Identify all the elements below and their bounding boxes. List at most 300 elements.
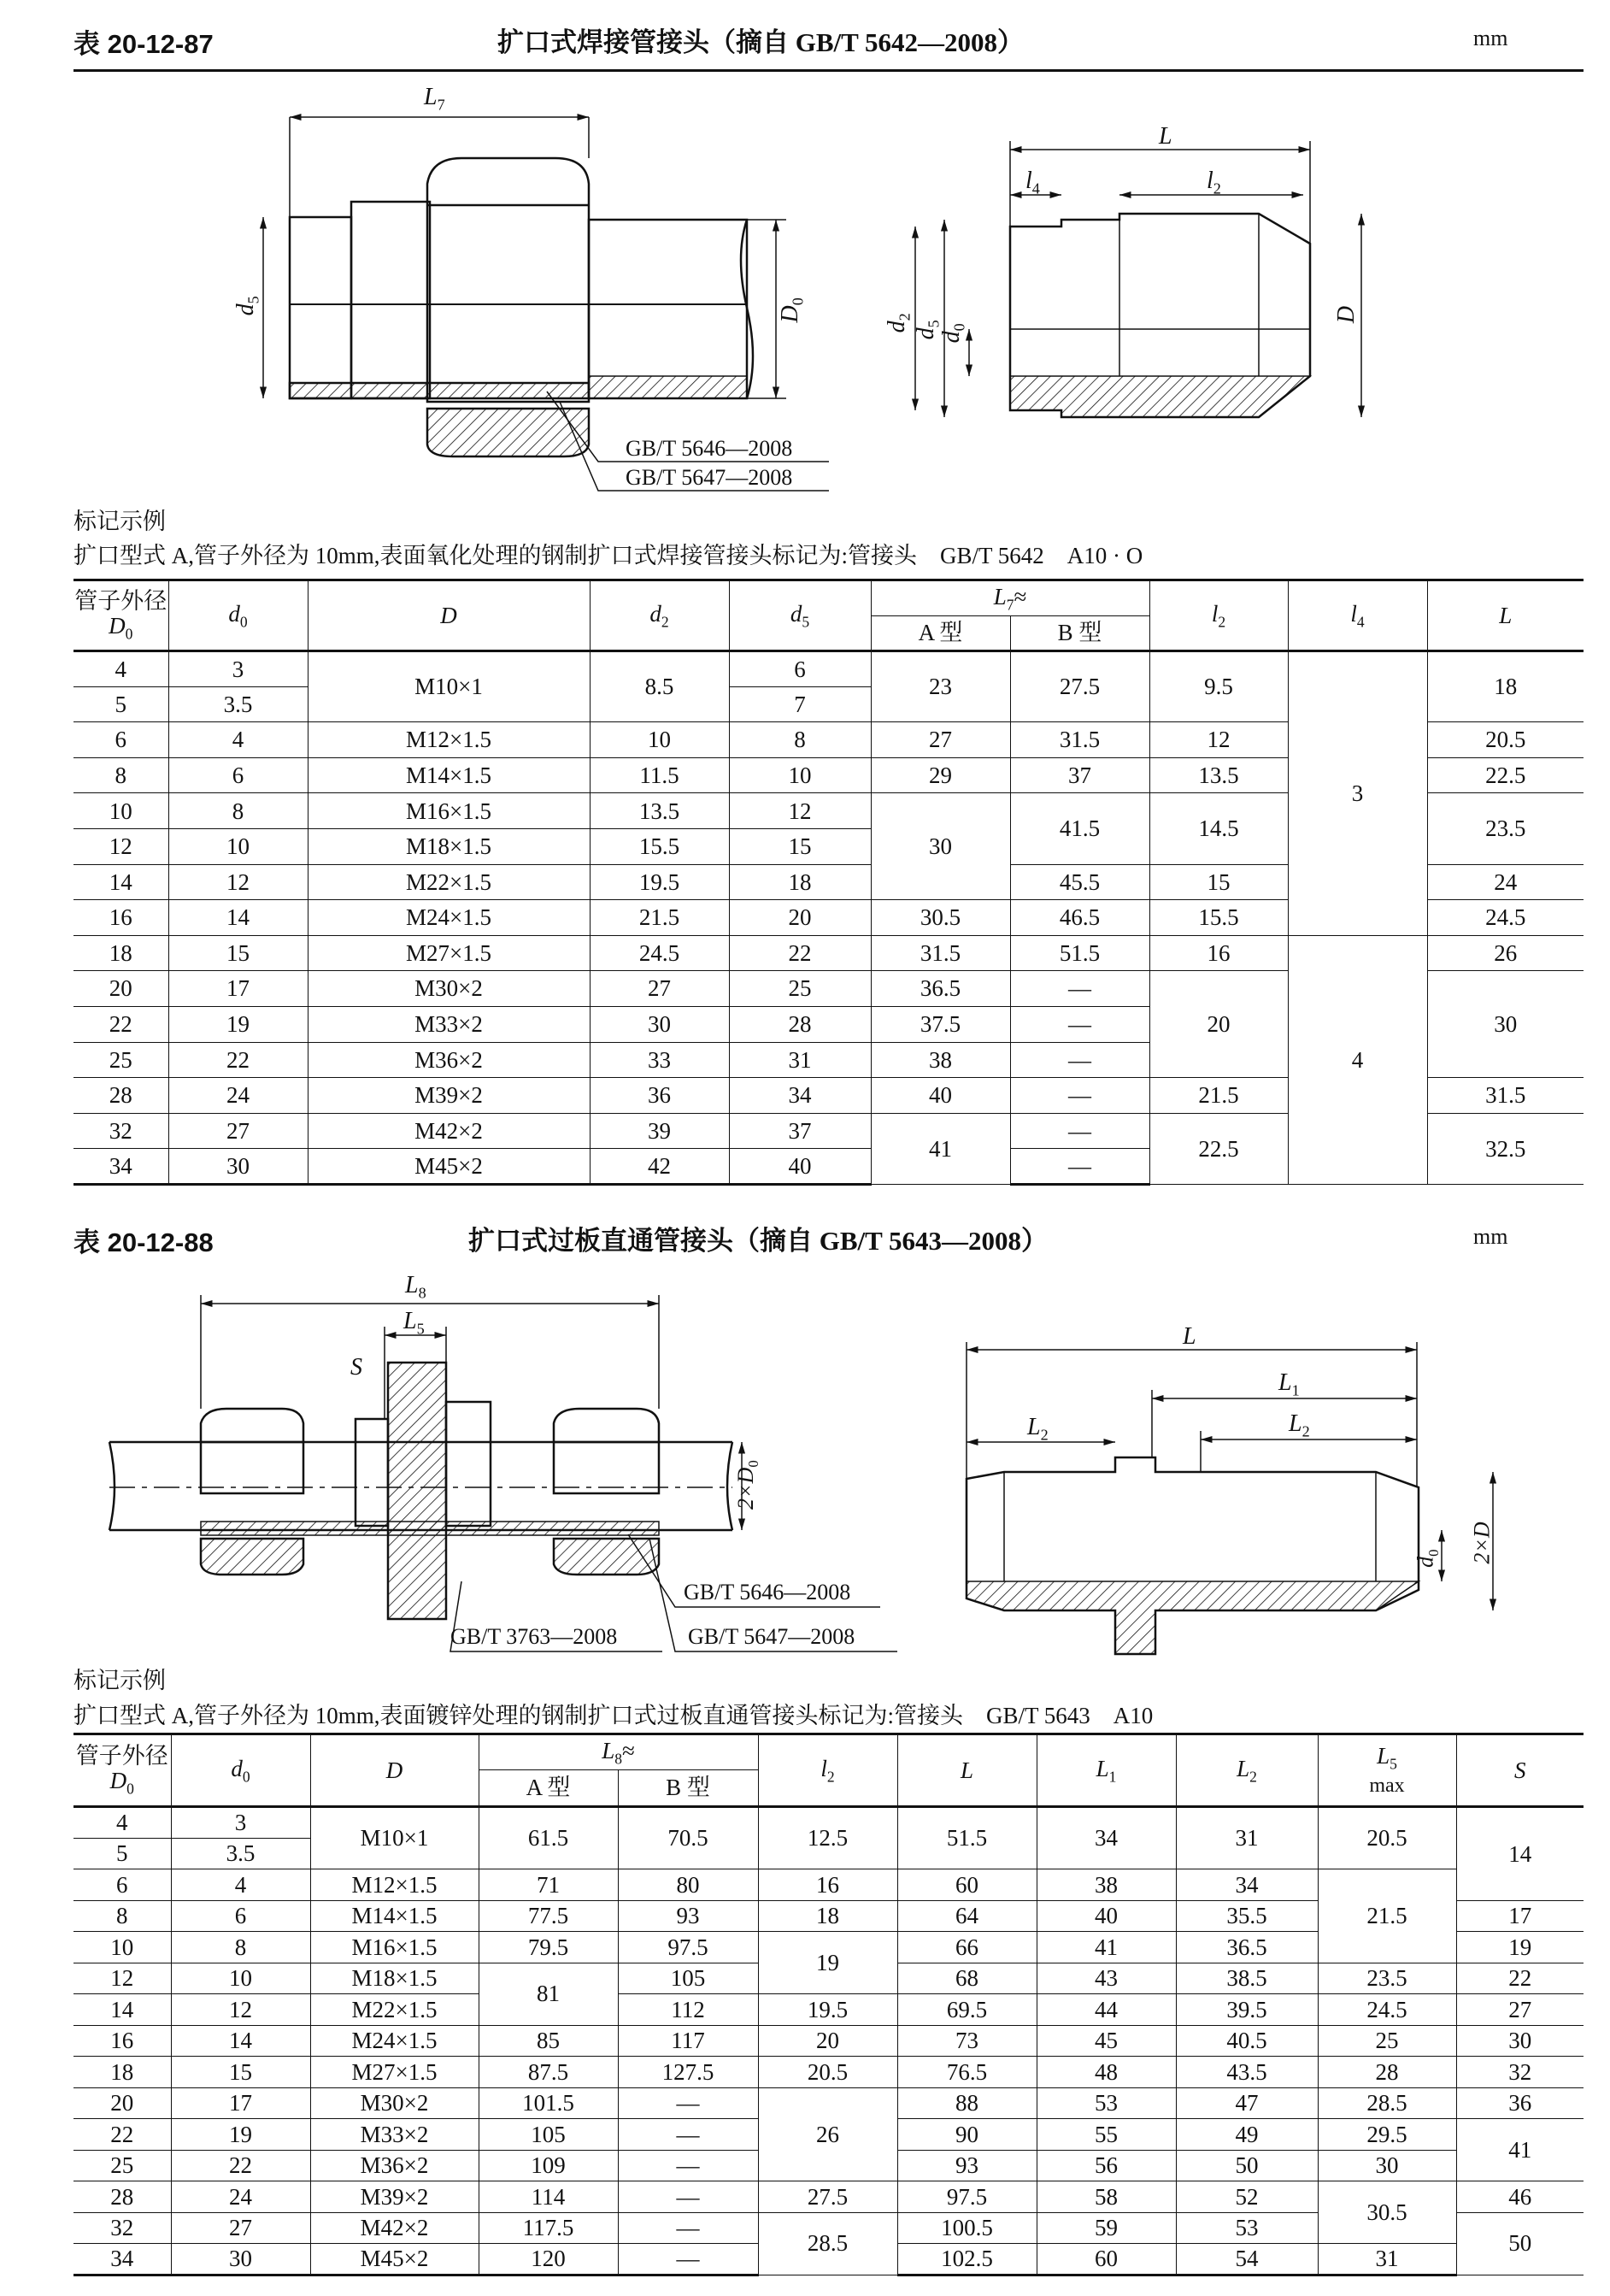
table-cell: 24.5: [590, 935, 729, 971]
label-sub: 2: [896, 313, 914, 321]
dim-label-d5: [232, 296, 263, 315]
table-cell: 25: [1318, 2025, 1456, 2057]
table-cell: 28: [73, 1078, 168, 1114]
table-row: [73, 2025, 1584, 2057]
table-cell: —: [1010, 1006, 1149, 1042]
table-cell: 51.5: [1010, 935, 1149, 971]
table-cell: 8: [729, 722, 871, 758]
table-cell: 88: [897, 2087, 1037, 2119]
table-cell: 27: [171, 2212, 310, 2244]
table-cell: 31.5: [871, 935, 1010, 971]
table-cell: 48: [1037, 2057, 1176, 2088]
dim-label-L: L: [1183, 1323, 1196, 1350]
standard-label: GB/T 5646—2008: [626, 436, 793, 461]
table-cell: 32: [73, 2212, 171, 2244]
table-cell: 77.5: [479, 1900, 618, 1932]
header-L5: [1318, 1734, 1456, 1807]
table-cell: M12×1.5: [310, 1869, 479, 1901]
table-cell: 24: [171, 2181, 310, 2213]
label-base: L: [424, 84, 438, 110]
table-cell: 80: [618, 1869, 758, 1901]
table-cell: 22: [73, 1006, 168, 1042]
table-cell: M36×2: [308, 1042, 590, 1078]
header-symbol: L: [602, 1737, 615, 1763]
table-cell: 22: [73, 2119, 171, 2151]
table-cell: —: [618, 2244, 758, 2275]
table-row: [73, 935, 1584, 971]
table-cell: M30×2: [308, 971, 590, 1007]
header-symbol: L: [1096, 1755, 1109, 1781]
table-cell: 40: [729, 1149, 871, 1185]
dim-label-L5: [403, 1308, 425, 1339]
table-cell: 20.5: [1427, 722, 1584, 758]
header-sub: 8: [614, 1749, 622, 1767]
example-text: 扩口型式 A,管子外径为 10mm,表面镀锌处理的钢制扩口式过板直通管接头标记为:管接头 GB/T 5643 A10: [73, 1703, 1154, 1728]
table-cell: 24.5: [1427, 900, 1584, 936]
table-cell: 12: [729, 793, 871, 829]
table-cell: 40.5: [1176, 2025, 1318, 2057]
label-base: L: [405, 1272, 419, 1298]
table-cell: 38.5: [1176, 1963, 1318, 1994]
table-cell: 6: [729, 651, 871, 687]
table-cell: 38: [1037, 1869, 1176, 1901]
standard-label: GB/T 3763—2008: [450, 1624, 618, 1649]
table-cell: 22.5: [1427, 757, 1584, 793]
table-cell: 58: [1037, 2181, 1176, 2213]
header-symbol: l: [820, 1755, 827, 1781]
header-sub: 5: [802, 612, 810, 630]
table-cell: 18: [73, 935, 168, 971]
label-sub: 2: [1213, 180, 1221, 197]
table-cell: 22: [1456, 1963, 1584, 1994]
table-row: [73, 1994, 1584, 2026]
table-cell: 28.5: [758, 2212, 897, 2275]
table-row: [73, 2181, 1584, 2213]
dim-label-2xD: 2×D: [1469, 1522, 1495, 1564]
table-cell: 41: [1456, 2119, 1584, 2181]
table-cell: M39×2: [308, 1078, 590, 1114]
table-cell: 56: [1037, 2150, 1176, 2181]
header-sub: 2: [826, 1767, 835, 1785]
table-cell: 46: [1456, 2181, 1584, 2213]
table-cell: 90: [897, 2119, 1037, 2151]
table-cell: 61.5: [479, 1807, 618, 1869]
table-cell: 66: [897, 1932, 1037, 1963]
dim-label-l2: [1207, 168, 1221, 198]
table-cell: 51.5: [897, 1807, 1037, 1869]
label-base: d: [883, 321, 910, 333]
table-cell: M10×1: [310, 1807, 479, 1869]
table-cell: 37.5: [871, 1006, 1010, 1042]
table-cell: 19: [171, 2119, 310, 2151]
header-l2: [758, 1734, 897, 1807]
table-cell: 53: [1037, 2087, 1176, 2119]
table-cell: —: [618, 2150, 758, 2181]
table-cell: 3: [171, 1807, 310, 1839]
header-suffix: ≈: [1014, 583, 1027, 609]
header-sub: 0: [239, 612, 248, 630]
table-cell: 16: [73, 900, 168, 936]
header-sub: 4: [1356, 612, 1365, 630]
label-sub: 5: [925, 320, 943, 328]
label-sub: 1: [1291, 1381, 1300, 1399]
table-cell: 10: [73, 793, 168, 829]
label-sub: 0: [950, 323, 968, 332]
table-cell: 14: [73, 1994, 171, 2026]
header-sub: 2: [1218, 612, 1226, 630]
table-cell: 105: [479, 2119, 618, 2151]
table-cell: 12: [171, 1994, 310, 2026]
dim-label-L2: [1289, 1410, 1310, 1441]
header-symbol: l: [1350, 600, 1357, 627]
header-d0: [168, 580, 308, 651]
table-cell: 20.5: [1318, 1807, 1456, 1869]
table-cell: 8: [73, 1900, 171, 1932]
example-heading: 标记示例: [73, 1668, 166, 1693]
table-cell: 12: [168, 864, 308, 900]
table-cell: 70.5: [618, 1807, 758, 1869]
table-cell: 33: [590, 1042, 729, 1078]
straight-body-drawing: [967, 1342, 1493, 1654]
header-outer-diameter: [73, 1734, 171, 1807]
table-title: 扩口式焊接管接头（摘自 GB/T 5642—2008）: [497, 27, 1025, 57]
table-cell: 30: [171, 2244, 310, 2275]
label-sub: 0: [744, 1460, 761, 1468]
table-cell: 36.5: [1176, 1932, 1318, 1963]
table-cell: 19.5: [758, 1994, 897, 2026]
table-cell: 31: [1176, 1807, 1318, 1869]
header-sub: 0: [125, 625, 133, 643]
table-cell: 42: [590, 1149, 729, 1185]
table-body: [73, 651, 1584, 1185]
table-cell: 8.5: [590, 651, 729, 722]
dim-label-L7: [424, 84, 445, 115]
table-cell: 27.5: [1010, 651, 1149, 722]
dim-label-L8: [405, 1272, 426, 1303]
table-cell: 20: [73, 971, 168, 1007]
table-cell: 30.5: [871, 900, 1010, 936]
table-cell: 54: [1176, 2244, 1318, 2275]
header-symbol: d: [790, 600, 802, 627]
table-cell: 3: [1288, 651, 1427, 936]
dim-label-L1: [1278, 1369, 1300, 1400]
table-cell: 31: [1318, 2244, 1456, 2275]
header-sub: 0: [126, 1780, 134, 1798]
table-cell: 9.5: [1149, 651, 1288, 722]
table-cell: 13.5: [590, 793, 729, 829]
table-cell: M18×1.5: [310, 1963, 479, 1994]
table-cell: M18×1.5: [308, 828, 590, 864]
table-cell: 6: [73, 1869, 171, 1901]
table-row: [73, 2057, 1584, 2088]
table-cell: 15.5: [1149, 900, 1288, 936]
header-l4: [1288, 580, 1427, 651]
table-cell: 4: [1288, 935, 1427, 1184]
table-cell: 17: [171, 2087, 310, 2119]
table-cell: 18: [758, 1900, 897, 1932]
header-l2: [1149, 580, 1288, 651]
table-cell: 15: [1149, 864, 1288, 900]
table-cell: 30: [590, 1006, 729, 1042]
table-cell: 34: [73, 2244, 171, 2275]
table-cell: 21.5: [1149, 1078, 1288, 1114]
table-cell: 34: [73, 1149, 168, 1185]
table-cell: 3.5: [171, 1838, 310, 1869]
dim-label-L2: [1027, 1414, 1049, 1445]
table-cell: 12: [73, 828, 168, 864]
dim-label-D: D: [1333, 305, 1360, 324]
table-cell: 27: [871, 722, 1010, 758]
table-cell: 30: [871, 793, 1010, 900]
header-label: 管子外径: [74, 588, 167, 615]
table-cell: 105: [618, 1963, 758, 1994]
table-cell: 28: [73, 2181, 171, 2213]
standard-label: GB/T 5647—2008: [688, 1624, 855, 1649]
table-cell: 21.5: [1318, 1869, 1456, 1963]
table-cell: M12×1.5: [308, 722, 590, 758]
table-cell: —: [618, 2087, 758, 2119]
table-cell: —: [1010, 971, 1149, 1007]
table-cell: M45×2: [308, 1149, 590, 1185]
table-cell: 18: [73, 2057, 171, 2088]
table-cell: 12.5: [758, 1807, 897, 1869]
table-cell: 27.5: [758, 2181, 897, 2213]
table-cell: 21.5: [590, 900, 729, 936]
label-sub: 4: [1031, 180, 1040, 197]
table-cell: 97.5: [618, 1932, 758, 1963]
header-sub: 1: [1108, 1767, 1117, 1785]
unit-label: mm: [1473, 26, 1508, 50]
table-cell: 27: [590, 971, 729, 1007]
table-cell: 19.5: [590, 864, 729, 900]
table-cell: 14: [168, 900, 308, 936]
table-cell: 28: [1318, 2057, 1456, 2088]
table-cell: 34: [1037, 1807, 1176, 1869]
table-cell: 22: [171, 2150, 310, 2181]
table-cell: 30: [1318, 2150, 1456, 2181]
table-cell: 101.5: [479, 2087, 618, 2119]
table-cell: 25: [73, 2150, 171, 2181]
fitting-body-drawing: [912, 141, 1361, 417]
table-cell: —: [1010, 1149, 1149, 1185]
table-cell: 15: [168, 935, 308, 971]
table-cell: 49: [1176, 2119, 1318, 2151]
label-base: L: [1027, 1414, 1041, 1440]
table-row: [73, 1807, 1584, 1839]
dim-label-d2: [884, 313, 914, 333]
table-cell: 40: [871, 1078, 1010, 1114]
table-cell: M14×1.5: [308, 757, 590, 793]
header-type-b: B 型: [1010, 616, 1149, 651]
table-cell: M30×2: [310, 2087, 479, 2119]
table-cell: 41: [1037, 1932, 1176, 1963]
header-type-a: A 型: [871, 616, 1010, 651]
table-cell: 15.5: [590, 828, 729, 864]
table-row: [73, 651, 1584, 687]
table-cell: 19: [168, 1006, 308, 1042]
table-cell: 28: [729, 1006, 871, 1042]
table-cell: 117: [618, 2025, 758, 2057]
table-cell: 14.5: [1149, 793, 1288, 864]
table-cell: 85: [479, 2025, 618, 2057]
table-cell: M42×2: [310, 2212, 479, 2244]
table-cell: M39×2: [310, 2181, 479, 2213]
table-cell: M36×2: [310, 2150, 479, 2181]
table-cell: 76.5: [897, 2057, 1037, 2088]
table-cell: 27: [1456, 1994, 1584, 2026]
table-cell: 97.5: [897, 2181, 1037, 2213]
table-cell: 41.5: [1010, 793, 1149, 864]
table-cell: 47: [1176, 2087, 1318, 2119]
table-cell: 4: [73, 1807, 171, 1839]
table-cell: 23: [871, 651, 1010, 722]
table-cell: 18: [729, 864, 871, 900]
table-cell: 93: [618, 1900, 758, 1932]
table-cell: 32: [1456, 2057, 1584, 2088]
label-base: L: [1278, 1369, 1292, 1396]
table-cell: 19: [1456, 1932, 1584, 1963]
table-cell: 30: [168, 1149, 308, 1185]
label-base: L: [1289, 1410, 1302, 1437]
table-cell: 40: [1037, 1900, 1176, 1932]
label-base: 2×D: [732, 1467, 758, 1510]
table-cell: 60: [1037, 2244, 1176, 2275]
header-symbol: L: [1237, 1755, 1250, 1781]
table-cell: 71: [479, 1869, 618, 1901]
table-cell: —: [618, 2181, 758, 2213]
dim-label-d0: [1413, 1549, 1443, 1567]
dimension-table-1: [73, 579, 1584, 1186]
header-sub: 7: [1006, 595, 1014, 613]
table-cell: —: [1010, 1078, 1149, 1114]
table-cell: 12: [1149, 722, 1288, 758]
table-cell: 28.5: [1318, 2087, 1456, 2119]
table-cell: 36.5: [871, 971, 1010, 1007]
label-sub: 0: [789, 297, 807, 306]
table-cell: 93: [897, 2150, 1037, 2181]
table-cell: —: [618, 2119, 758, 2151]
label-base: d: [937, 331, 965, 344]
table-cell: 24.5: [1318, 1994, 1456, 2026]
table-cell: M10×1: [308, 651, 590, 722]
table-number: 表 20-12-88: [73, 1227, 214, 1257]
label-sub: 0: [1425, 1549, 1442, 1557]
label-sub: 2: [1040, 1426, 1049, 1444]
label-base: d: [232, 303, 259, 316]
table-cell: M16×1.5: [310, 1932, 479, 1963]
header-symbol: d: [649, 600, 661, 627]
header-symbol: D: [109, 612, 126, 639]
header-symbol: L: [1377, 1743, 1390, 1769]
table-cell: 16: [1149, 935, 1288, 971]
table-cell: 59: [1037, 2212, 1176, 2244]
table-cell: 13.5: [1149, 757, 1288, 793]
table-cell: 60: [897, 1869, 1037, 1901]
header-symbol: l: [1211, 600, 1219, 627]
table-cell: 22: [168, 1042, 308, 1078]
table-cell: 114: [479, 2181, 618, 2213]
example-text: 扩口型式 A,管子外径为 10mm,表面氧化处理的钢制扩口式焊接管接头标记为:管接头 GB/T 5642 A10 · O: [73, 543, 1143, 568]
label-sub: 5: [416, 1320, 425, 1338]
table-title: 扩口式过板直通管接头（摘自 GB/T 5643—2008）: [468, 1226, 1049, 1256]
table-cell: 19: [758, 1932, 897, 1994]
header-L: L: [897, 1734, 1037, 1807]
table-cell: 10: [168, 828, 308, 864]
table-cell: 120: [479, 2244, 618, 2275]
table-cell: 4: [168, 722, 308, 758]
table-cell: 5: [73, 686, 168, 722]
label-sub: 5: [244, 296, 262, 304]
table-cell: 8: [73, 757, 168, 793]
table-cell: 31.5: [1427, 1078, 1584, 1114]
table-cell: 10: [171, 1963, 310, 1994]
label-base: l: [1207, 168, 1213, 194]
table-cell: 102.5: [897, 2244, 1037, 2275]
table-cell: 14: [171, 2025, 310, 2057]
header-symbol: L: [993, 583, 1007, 609]
table-cell: M14×1.5: [310, 1900, 479, 1932]
header-type-a: A 型: [479, 1770, 618, 1807]
table-cell: 5: [73, 1838, 171, 1869]
table-cell: 50: [1176, 2150, 1318, 2181]
label-base: d: [1413, 1556, 1438, 1568]
dim-label-D0: [777, 297, 808, 322]
header-d2: [590, 580, 729, 651]
table-cell: 45: [1037, 2025, 1176, 2057]
table-cell: 39: [590, 1113, 729, 1149]
table-cell: 15: [729, 828, 871, 864]
header-symbol: d: [228, 600, 240, 627]
table-cell: 20: [1149, 971, 1288, 1078]
table-cell: —: [618, 2212, 758, 2244]
table-cell: 22.5: [1149, 1113, 1288, 1184]
table-cell: 69.5: [897, 1994, 1037, 2026]
label-base: l: [1025, 168, 1032, 194]
table-cell: 43.5: [1176, 2057, 1318, 2088]
table-cell: 109: [479, 2150, 618, 2181]
table-cell: 37: [1010, 757, 1149, 793]
example-heading: 标记示例: [73, 509, 166, 534]
table-cell: 117.5: [479, 2212, 618, 2244]
table-cell: 20: [758, 2025, 897, 2057]
header-symbol: D: [109, 1767, 127, 1793]
table-cell: 112: [618, 1994, 758, 2026]
table-cell: 34: [729, 1078, 871, 1114]
standard-label: GB/T 5647—2008: [626, 465, 793, 490]
table-cell: 41: [871, 1113, 1010, 1184]
header-L8: [479, 1734, 758, 1770]
table-cell: M42×2: [308, 1113, 590, 1149]
table-cell: 31.5: [1010, 722, 1149, 758]
label-sub: 7: [437, 96, 445, 114]
header-note: max: [1369, 1774, 1405, 1797]
table-body: [73, 1807, 1584, 2275]
table-cell: 14: [1456, 1807, 1584, 1901]
table-row: [73, 1869, 1584, 1901]
table-cell: 39.5: [1176, 1994, 1318, 2026]
table-cell: M16×1.5: [308, 793, 590, 829]
table-cell: 73: [897, 2025, 1037, 2057]
table-cell: 87.5: [479, 2057, 618, 2088]
table-cell: 16: [758, 1869, 897, 1901]
table-cell: 4: [171, 1869, 310, 1901]
dim-label-l4: [1025, 168, 1040, 198]
table-cell: 46.5: [1010, 900, 1149, 936]
header-D: D: [308, 580, 590, 651]
table-cell: 36: [590, 1078, 729, 1114]
label-sub: 8: [418, 1284, 426, 1302]
table-cell: 17: [1456, 1900, 1584, 1932]
